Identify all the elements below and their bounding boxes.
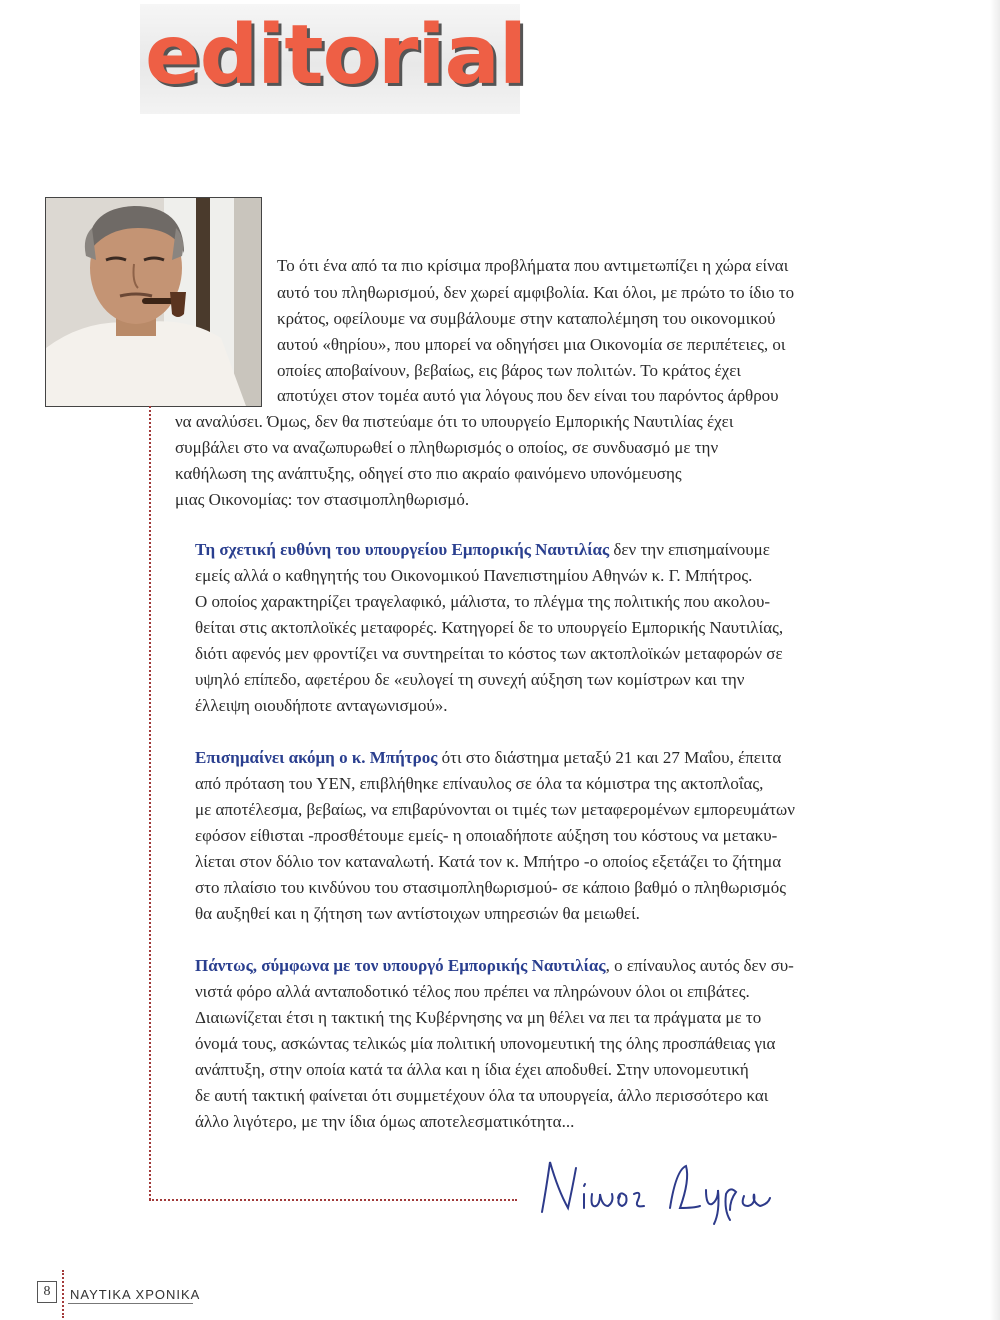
paragraph-lead: Επισημαίνει ακόμη ο κ. Μπήτρος <box>195 748 438 767</box>
article-line: αυτό του πληθωρισμού, δεν χωρεί αμφιβολία. Και όλοι, με πρώτο το ίδιο το <box>277 283 795 302</box>
page-title: editorial <box>145 8 526 103</box>
article-line: άλλο λιγότερο, με την ίδια όμως αποτελεσματικότητα... <box>195 1112 575 1131</box>
article-line: έλλειψη οιουδήποτε ανταγωνισμού». <box>195 696 448 715</box>
author-signature <box>530 1150 780 1235</box>
article-line: Πάντως, σύμφωνα με τον υπουργό Εμπορικής Ναυτιλίας, ο επίναυλος αυτός δεν συ- <box>195 956 794 975</box>
article-line: εμείς αλλά ο καθηγητής του Οικονομικού Πανεπιστημίου Αθηνών κ. Γ. Μπήτρος. <box>195 566 753 585</box>
article-line: υψηλό επίπεδο, αφετέρου δε «ευλογεί τη συνεχή αύξηση των κομίστρων και την <box>195 670 745 689</box>
article-line: κράτος, οφείλουμε να συμβάλουμε στην καταπολέμηση του οικονομικού <box>277 309 776 328</box>
signature-drawing <box>530 1150 780 1230</box>
article-line: ανάπτυξη, στην οποία κατά τα άλλα και η ίδια έχει αποδυθεί. Στην υπονομευτική <box>195 1060 749 1079</box>
article-line: θα αυξηθεί και η ζήτηση των αντίστοιχων υπηρεσιών θα μειωθεί. <box>195 904 640 923</box>
article-line: δε αυτή τακτική φαίνεται ότι συμμετέχουν όλα τα υπουργεία, άλλο περισσότερο και <box>195 1086 769 1105</box>
article-line: αποτύχει στον τομέα αυτό για λόγους που δεν είναι του παρόντος άρθρου <box>277 386 779 405</box>
article-line: οποίες αποβαίνουν, βεβαίως, εις βάρος των πολιτών. Το κράτος έχει <box>277 361 741 380</box>
page-number: 8 <box>37 1281 57 1303</box>
article-line: να αναλύσει. Όμως, δεν θα πιστεύαμε ότι το υπουργείο Εμπορικής Ναυτιλίας έχει <box>175 412 734 431</box>
article-line: αυτού «θηρίου», που μπορεί να οδηγήσει μια Οικονομία σε περιπέτειες, οι <box>277 335 786 354</box>
article-line: συμβάλει στο να αναζωπυρωθεί ο πληθωρισμός ο οποίος, σε συνδυασμό με την <box>175 438 719 457</box>
article-line: διότι αφενός μεν φροντίζει να συντηρείται το κόστος των ακτοπλοϊκών μεταφορών σε <box>195 644 783 663</box>
article-line: με αποτέλεσμα, βεβαίως, να επιβαρύνονται οι τιμές των μεταφερομένων εμπορευμάτων <box>195 800 795 819</box>
article-line: Το ότι ένα από τα πιο κρίσιμα προβλήματα που αντιμετωπίζει η χώρα είναι <box>277 256 789 275</box>
publication-name: ΝΑΥΤΙΚΑ ΧΡΟΝΙΚΑ <box>70 1287 201 1302</box>
article-line: λίεται στον δόλιο τον καταναλωτή. Κατά τον κ. Μπήτρο -ο οποίος εξετάζει το ζήτημα <box>195 852 782 871</box>
paragraph-lead: Πάντως, σύμφωνα με τον υπουργό Εμπορικής Ναυτιλίας <box>195 956 606 975</box>
article-line: από πρόταση του ΥΕΝ, επιβλήθηκε επίναυλος σε όλα τα κόμιστρα της ακτοπλοΐας, <box>195 774 764 793</box>
paragraph-lead: Τη σχετική ευθύνη του υπουργείου Εμπορικής Ναυτιλίας <box>195 540 610 559</box>
article-line: μιας Οικονομίας: τον στασιμοπληθωρισμό. <box>175 490 470 509</box>
footer-dotted-rule <box>62 1270 64 1318</box>
article-line: Διαιωνίζεται έτσι η τακτική της Κυβέρνησης να μη θέλει να πει τα πράγματα με το <box>195 1008 762 1027</box>
article-line: εφόσον είθισται -προσθέτουμε εμείς- η οποιαδήποτε αύξηση του κόστους να μετακυ- <box>195 826 778 845</box>
article-line: καθήλωση της ανάπτυξης, οδηγεί στο πιο ακραίο φαινόμενο υπονόμευσης <box>175 464 682 483</box>
article-line: στο πλαίσιο του κινδύνου του στασιμοπληθωρισμού- σε κάποιο βαθμό ο πληθωρισμός <box>195 878 787 897</box>
article-line: νιστά φόρο αλλά ανταποδοτικό τέλος που πρέπει να πληρώνουν όλοι οι επιβάτες. <box>195 982 750 1001</box>
article-line: Τη σχετική ευθύνη του υπουργείου Εμπορικής Ναυτιλίας δεν την επισημαίνουμε <box>195 540 770 559</box>
footer-underline <box>68 1303 193 1304</box>
article-line: Επισημαίνει ακόμη ο κ. Μπήτρος ότι στο διάστημα μεταξύ 21 και 27 Μαΐου, έπειτα <box>195 748 782 767</box>
article-line: θείται στις ακτοπλοϊκές μεταφορές. Κατηγορεί δε το υπουργείο Εμπορικής Ναυτιλίας, <box>195 618 784 637</box>
article-line: Ο οποίος χαρακτηρίζει τραγελαφικό, μάλιστα, το πλέγμα της πολιτικής που ακολου- <box>195 592 771 611</box>
article-line: όνομά τους, ασκώντας τελικώς μία πολιτική υπονομευτική της όλης προσπάθειας για <box>195 1034 776 1053</box>
